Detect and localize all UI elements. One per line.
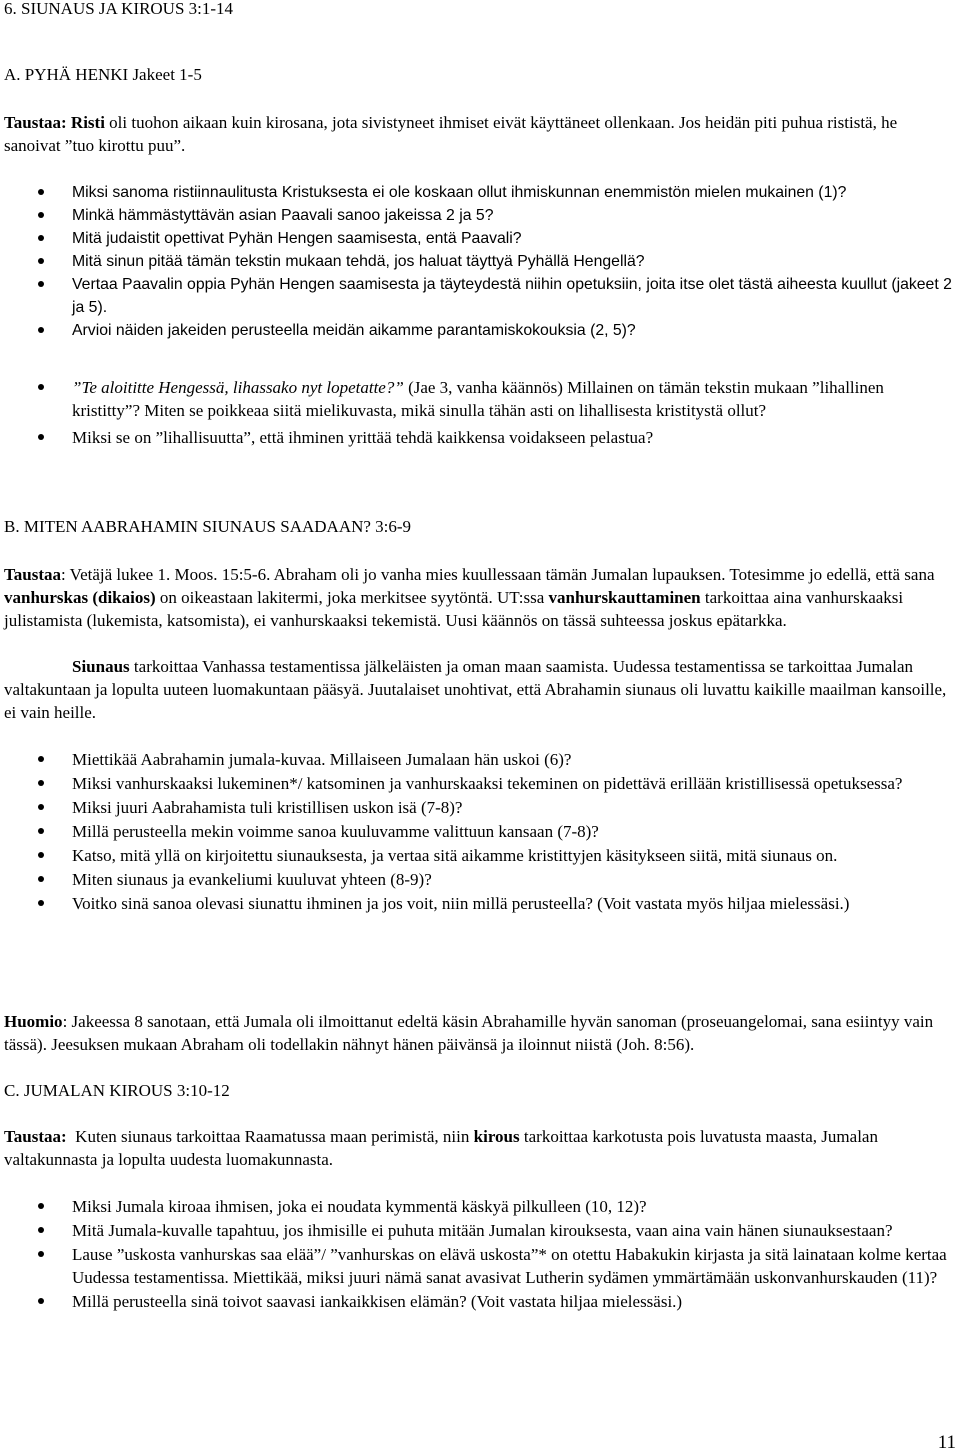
section-c-heading: C. JUMALAN KIROUS 3:10-12 xyxy=(4,1081,230,1100)
list-item: Voitko sinä sanoa olevasi siunattu ihminen ja jos voit, niin millä perusteella? (Voit vastata myös hiljaa mielessäsi.) xyxy=(4,892,954,915)
list-item: Miten siunaus ja evankeliumi kuuluvat yhteen (8-9)? xyxy=(4,868,954,891)
list-item: Miksi sanoma ristiinnaulitusta Kristuksesta ei ole koskaan ollut ihmiskunnan enemmistön mielen mukainen (1)? xyxy=(4,181,954,204)
bold-term-kirous: kirous xyxy=(473,1127,520,1146)
quote-italic: ”Te aloititte Hengessä, lihassako nyt lopetatte?” xyxy=(72,378,404,397)
background-text: tarkoittaa aina vanhurskaaksi julistamista (lukemista, katsomista), ei vanhurskaaksi tekemistä. Uusi käännös on tässä suhteessa joskus epätarkka. xyxy=(4,588,904,630)
background-text: Kuten siunaus tarkoittaa Raamatussa maan perimistä, niin xyxy=(66,1127,474,1146)
bold-term-vanhurskauttaminen: vanhurskauttaminen xyxy=(548,588,701,607)
note-label: Huomio xyxy=(4,1012,63,1031)
background-text: on oikeastaan lakitermi, joka merkitsee syytöntä. UT:ssa xyxy=(155,588,549,607)
list-item xyxy=(4,376,954,422)
bold-term-vanhurskas: vanhurskas (dikaios) xyxy=(4,588,156,607)
section-b-questions xyxy=(4,748,954,915)
page-number: 11 xyxy=(937,1432,956,1453)
quote-rest: (Jae 3, vanha käännös) Millainen on tämän tekstin mukaan ”lihallinen kristitty”? Miten se poikkeaa siitä mielikuvasta, mikä sinulla tähän asti on lihallisesta kristitystä ollut? xyxy=(72,378,884,420)
list-item: Mitä sinun pitää tämän tekstin mukaan tehdä, jos haluat täyttyä Pyhällä Hengellä? xyxy=(4,250,954,273)
list-item: Minkä hämmästyttävän asian Paavali sanoo jakeissa 2 ja 5? xyxy=(4,204,954,227)
background-bold-term: Risti xyxy=(70,113,105,132)
section-b-heading: B. MITEN AABRAHAMIN SIUNAUS SAADAAN? 3:6-9 xyxy=(4,517,412,536)
list-item: Millä perusteella sinä toivot saavasi iankaikkisen elämän? (Voit vastata hiljaa mielessäsi.) xyxy=(4,1290,954,1313)
background-label: Taustaa: xyxy=(4,1127,67,1146)
siunaus-text: tarkoittaa Vanhassa testamentissa jälkeläisten ja oman maan saamista. Uudessa testamentissa se tarkoittaa Jumalan valtakuntaan ja lopulta uuteen luomakuntaan pääsyä. Juutalaiset unohtivat, että Abrahamin siunaus oli luvattu kaikille maailman kansoille, ei vain heille. xyxy=(4,657,947,722)
list-item: Arvioi näiden jakeiden perusteella meidän aikamme parantamiskokouksia (2, 5)? xyxy=(4,319,954,342)
section-b-background xyxy=(4,563,954,632)
background-text: oli tuohon aikaan kuin kirosana, jota sivistyneet ihmiset eivät käyttäneet ollenkaan. Jos heidän piti puhua rististä, he sanoivat ”tuo kirottu puu”. xyxy=(4,113,898,155)
list-item: Miksi vanhurskaaksi lukeminen*/ katsominen ja vanhurskaaksi tekeminen on pidettävä erillään kristillisessä opetuksessa? xyxy=(4,772,954,795)
section-b-siunaus-paragraph xyxy=(4,655,954,724)
bold-term-siunaus: Siunaus xyxy=(72,657,130,676)
background-text: : Vetäjä lukee 1. Moos. 15:5-6. Abraham oli jo vanha mies kuullessaan tämän Jumalan lupauksen. Totesimme jo edellä, että sana xyxy=(61,565,935,584)
section-a-questions xyxy=(4,181,954,342)
page-title: 6. SIUNAUS JA KIROUS 3:1-14 xyxy=(4,0,234,18)
list-item: Miksi Jumala kiroaa ihmisen, joka ei noudata kymmentä käskyä pilkulleen (10, 12)? xyxy=(4,1195,954,1218)
list-item: Mitä Jumala-kuvalle tapahtuu, jos ihmisille ei puhuta mitään Jumalan kirouksesta, vaan aina vain hänen siunauksestaan? xyxy=(4,1219,954,1242)
section-c-questions xyxy=(4,1195,954,1313)
background-label: Taustaa: xyxy=(4,113,67,132)
background-text: tarkoittaa karkotusta pois luvatusta maasta, Jumalan valtakunnasta ja lopulta uudesta luomakunnasta. xyxy=(4,1127,878,1169)
list-item: Mitä judaistit opettivat Pyhän Hengen saamisesta, entä Paavali? xyxy=(4,227,954,250)
list-item: Katso, mitä yllä on kirjoitettu siunauksesta, ja vertaa sitä aikamme kristittyjen käsitykseen siitä, mitä siunaus on. xyxy=(4,844,954,867)
list-item: Miettikää Aabrahamin jumala-kuvaa. Millaiseen Jumalaan hän uskoi (6)? xyxy=(4,748,954,771)
background-label: Taustaa xyxy=(4,565,62,584)
list-item: Miksi juuri Aabrahamista tuli kristillisen uskon isä (7-8)? xyxy=(4,796,954,819)
list-item: Miksi se on ”lihallisuutta”, että ihminen yrittää tehdä kaikkensa voidakseen pelastua? xyxy=(4,426,954,449)
section-b-note xyxy=(4,1010,954,1056)
note-text: : Jakeessa 8 sanotaan, että Jumala oli ilmoittanut edeltä käsin Abrahamille hyvän sanoman (proseuangelomai, sana esiintyy vain tässä). Jeesuksen mukaan Abraham oli todellakin nähnyt hänen päivänsä ja iloinnut niistä (Joh. 8:56). xyxy=(4,1012,934,1054)
section-c-background xyxy=(4,1125,954,1171)
list-item: Lause ”uskosta vanhurskas saa elää”/ ”vanhurskas on elävä uskosta”* on otettu Habakukin kirjasta ja sitä lainataan kolme kertaa Uudessa testamentissa. Miettikää, miksi juuri nämä sanat avasivat Lutherin sydämen ymmärtämään uskonvanhurskauden (11)? xyxy=(4,1243,954,1289)
list-item: Vertaa Paavalin oppia Pyhän Hengen saamisesta ja täyteydestä niihin opetuksiin, joita itse olet tästä aiheesta kuullut (jakeet 2 ja 5). xyxy=(4,273,954,319)
section-a-questions-continued xyxy=(4,376,954,449)
list-item: Millä perusteella mekin voimme sanoa kuuluvamme valittuun kansaan (7-8)? xyxy=(4,820,954,843)
section-a-background xyxy=(4,111,954,157)
section-a-heading: A. PYHÄ HENKI Jakeet 1-5 xyxy=(4,65,202,84)
